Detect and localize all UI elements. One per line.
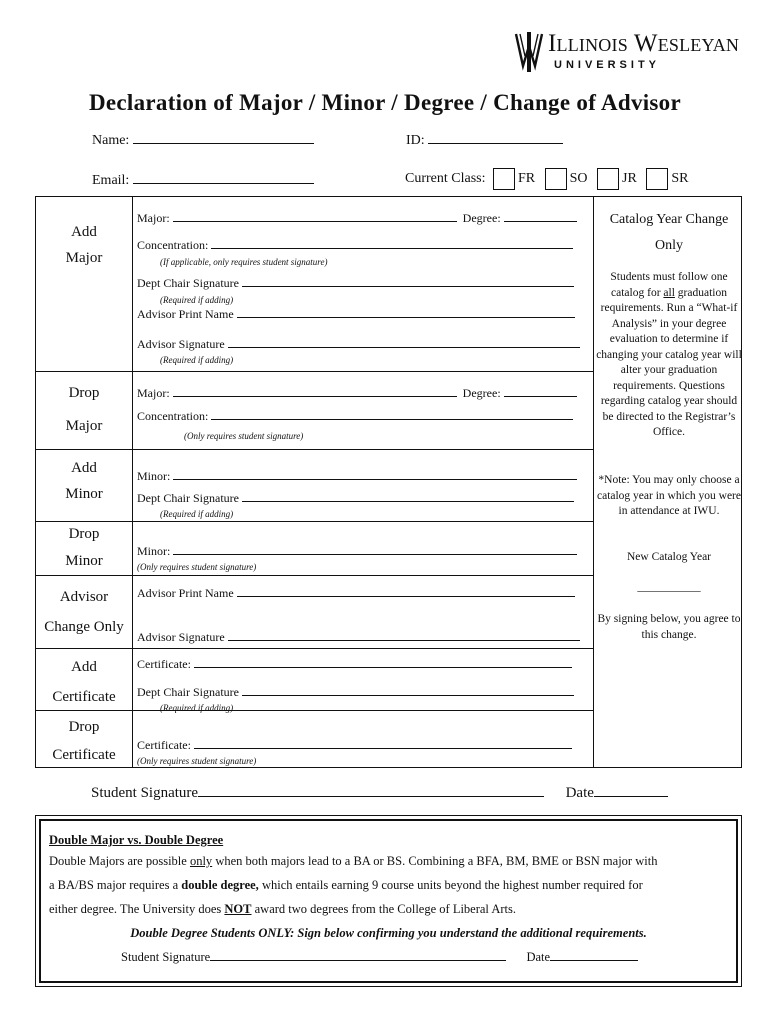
current-class-field (405, 168, 688, 190)
new-catalog-year-line[interactable]: ___________ (637, 581, 701, 593)
note-if-applicable: (If applicable, only requires student signature) (160, 257, 328, 267)
sr-checkbox[interactable] (646, 168, 668, 190)
drop-major-concentration-field[interactable]: Concentration: (137, 409, 573, 424)
double-student-signature-line[interactable] (210, 948, 506, 961)
add-minor-label: Add Minor (65, 460, 103, 502)
name-field[interactable] (92, 131, 314, 149)
student-signature-line[interactable] (198, 784, 544, 797)
note-required-if-adding: (Required if adding) (160, 295, 234, 305)
fr-checkbox[interactable] (493, 168, 515, 190)
concentration-line[interactable] (211, 238, 573, 249)
note-only-student-signature: (Only requires student signature) (137, 756, 257, 766)
email-field[interactable] (92, 171, 314, 189)
row-divider (36, 371, 593, 372)
row-divider (36, 575, 593, 576)
student-signature-label: Student Signature (91, 785, 199, 801)
id-field[interactable] (406, 131, 563, 149)
add-major-label: Add Major (65, 224, 103, 266)
degree-line[interactable] (504, 211, 577, 222)
student-signature-row (91, 784, 668, 802)
add-certificate-field[interactable]: Certificate: (137, 657, 572, 672)
double-line-2: a BA/BS major requires a double degree, which entails earning 9 course units beyond the highest number required for (49, 878, 643, 892)
id-label: ID: (406, 133, 425, 148)
new-catalog-year-label: New Catalog Year (627, 551, 711, 563)
logo-subtitle: UNIVERSITY (554, 59, 661, 71)
drop-minor-label: Drop Minor (65, 526, 103, 569)
double-degree-instruction: Double Degree Students ONLY: Sign below confirming you understand the additional requirements. (130, 926, 647, 940)
double-line-3: either degree. The University does NOT award two degrees from the College of Liberal Arts. (49, 902, 516, 916)
add-major-dept-chair-signature[interactable]: Dept Chair Signature (137, 276, 574, 291)
id-line[interactable] (428, 131, 563, 144)
add-minor-minor-field[interactable]: Minor: (137, 469, 577, 484)
note-only-student-signature: (Only requires student signature) (184, 431, 304, 441)
catalog-year-note: *Note: You may only choose a catalog year in which you were in attendance at IWU. (596, 474, 741, 517)
catalog-year-agreement: By signing below, you agree to this change. (597, 613, 741, 641)
name-line[interactable] (133, 131, 314, 144)
add-certificate-dept-chair-signature[interactable]: Dept Chair Signature (137, 685, 574, 700)
advisor-signature-field[interactable]: Advisor Signature (137, 630, 580, 645)
drop-certificate-field[interactable]: Certificate: (137, 738, 572, 753)
note-only-student-signature: (Only requires student signature) (137, 562, 257, 572)
catalog-year-instructions: Students must follow one catalog for all graduation requirements. Run a “What-if Analysis” in your degree evaluation to determine if changing your catalog year will alter your graduation requirements. Questions regarding catalog year should be directed to the Registrar’s Office. (596, 271, 742, 438)
iwu-crest-icon (514, 32, 544, 72)
row-divider (36, 648, 593, 649)
double-degree-box (35, 815, 742, 987)
note-required-if-adding: (Required if adding) (160, 509, 234, 519)
date-line[interactable] (594, 784, 668, 797)
add-major-concentration-field[interactable]: Concentration: (137, 238, 573, 253)
add-major-advisor-signature[interactable]: Advisor Signature (137, 337, 580, 352)
sr-label: SR (671, 171, 689, 187)
drop-major-major-field[interactable]: Major: Degree: (137, 386, 577, 401)
double-signature-row (49, 945, 728, 969)
logo-name: Illinois Wesleyan (548, 30, 740, 57)
email-line[interactable] (133, 171, 314, 184)
drop-certificate-label: Drop Certificate (52, 719, 116, 763)
major-line[interactable] (173, 211, 457, 222)
jr-label: JR (622, 171, 637, 187)
double-date-line[interactable] (550, 948, 638, 961)
row-divider (36, 449, 593, 450)
fr-label: FR (518, 171, 536, 187)
drop-major-label: Drop Major (65, 385, 103, 434)
email-label: Email: (92, 173, 130, 188)
double-student-signature-label: Student Signature (121, 950, 211, 964)
current-class-label: Current Class: (405, 171, 486, 187)
note-required-if-adding: (Required if adding) (160, 355, 234, 365)
so-checkbox[interactable] (545, 168, 567, 190)
add-major-advisor-print-name[interactable]: Advisor Print Name (137, 307, 575, 322)
catalog-year-heading: Catalog Year Change Only (609, 212, 729, 253)
name-label: Name: (92, 133, 130, 148)
double-line-1: Double Majors are possible only when both majors lead to a BA or BS. Combining a BFA, BM, BME or BSN major with (49, 854, 658, 868)
advisor-change-label: Advisor Change Only (44, 589, 124, 635)
drop-minor-minor-field[interactable]: Minor: (137, 544, 577, 559)
jr-checkbox[interactable] (597, 168, 619, 190)
university-logo (514, 30, 754, 76)
so-label: SO (569, 171, 588, 187)
date-label: Date (565, 785, 594, 801)
add-major-major-field[interactable]: Major: Degree: (137, 211, 577, 226)
declaration-table (35, 196, 742, 768)
advisor-print-name-field[interactable]: Advisor Print Name (137, 586, 575, 601)
double-heading: Double Major vs. Double Degree (49, 833, 224, 847)
note-required-if-adding: (Required if adding) (160, 703, 234, 713)
add-minor-dept-chair-signature[interactable]: Dept Chair Signature (137, 491, 574, 506)
add-certificate-label: Add Certificate (52, 659, 116, 705)
column-divider (132, 197, 133, 767)
double-date-label: Date (526, 950, 551, 964)
page-title: Declaration of Major / Minor / Degree / Change of Advisor (88, 90, 681, 115)
column-divider (593, 197, 594, 767)
